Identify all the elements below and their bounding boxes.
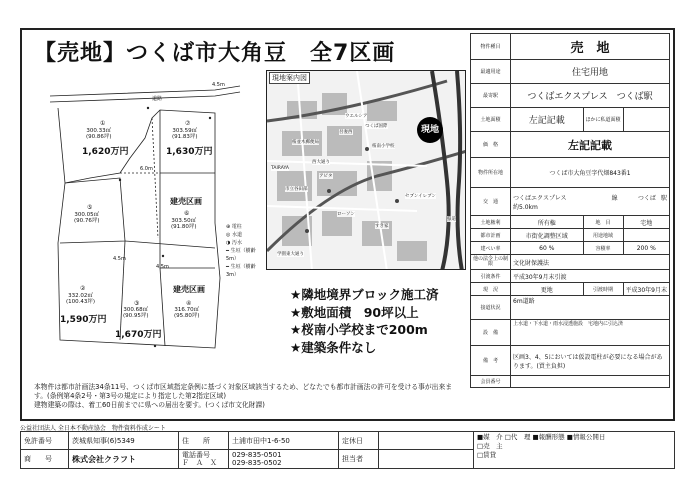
map-label: アピタ <box>319 174 333 179</box>
dim-top: 4.5m <box>212 82 225 88</box>
trade-name-label: 商 号 <box>21 450 69 469</box>
road-label: 道路 <box>152 96 163 102</box>
license-value: 茨城県知事(6)5349 <box>69 432 179 450</box>
person-value <box>379 450 474 469</box>
trade-name-value: 株式会社クラフト <box>69 450 179 469</box>
map-label: 市立谷田部 <box>285 187 308 192</box>
legend-item: ━ 生垣（樹齢3m） <box>226 264 256 278</box>
spec-transport: つくばエクスプレス 線 つくば 駅 約5.0km <box>511 188 670 216</box>
lot-6-sold-label: 建売区画 <box>170 197 202 206</box>
lot-3-number: ③ <box>134 300 140 307</box>
lot-2-area: 332.02㎡ (100.43坪) <box>66 293 96 305</box>
map-label: つくば国際 <box>365 124 388 129</box>
lot-6-number: ⑥ <box>184 210 190 217</box>
address-label: 住 所 <box>179 432 229 450</box>
person-label: 担当者 <box>339 450 379 469</box>
feature-item: ★敷地面積 90坪以上 <box>290 304 419 320</box>
legend-item: ━ 生垣（樹齢5m） <box>226 248 256 262</box>
spec-far-label: 容積率 <box>583 242 623 255</box>
lot-4-number: ④ <box>186 300 192 307</box>
spec-facility-label: 設 備 <box>471 320 511 346</box>
license-label: 免許番号 <box>21 432 69 450</box>
holiday-value <box>379 432 474 450</box>
map-label: 西大通り <box>312 160 330 165</box>
map-label: 学園東大通り <box>277 252 304 257</box>
lot-7-area: 303.59㎡ (91.83坪) <box>172 128 198 140</box>
spec-type-label: 物件種目 <box>471 34 511 60</box>
lot-1-area: 300.33㎡ (90.86坪) <box>86 128 112 140</box>
map-label: TAIRAYA <box>271 166 289 171</box>
lot-5-number: ⑤ <box>87 204 93 211</box>
spec-coverage-label: 建ぺい率 <box>471 242 511 255</box>
spec-use: 住宅用地 <box>511 60 670 84</box>
map-label: ウエルシア <box>345 114 368 119</box>
broker-table <box>20 431 675 469</box>
spec-city-plan-label: 都市計画 <box>471 229 511 242</box>
location-map <box>266 70 466 270</box>
legal-note: 本物件は都市計画法34条11号、つくば市区域指定条例に基づく対象区域該当するため、どなたでも都市計画法の許可を受ける事が出来ます。(条例第4条2号・第3号の規定により指定した第2指定区域) 建物建築の際は、着工60日前までに県への届出を要す。(つくば市文化財課) <box>34 383 453 409</box>
spec-city-plan: 市街化調整区域 <box>511 229 584 242</box>
map-label: すき家 <box>375 224 389 229</box>
map-label: ローソン <box>337 212 355 217</box>
spec-private-road <box>623 108 669 132</box>
spec-station-label: 最寄駅 <box>471 84 511 108</box>
spec-location: つくば市大角豆字代畑843番1 <box>511 158 670 188</box>
spec-category-label: 地 目 <box>583 216 623 229</box>
spec-station: つくばエクスプレス つくば駅 <box>511 84 670 108</box>
feature-list <box>290 286 438 356</box>
map-title: 現地案内図 <box>269 72 310 84</box>
spec-table <box>470 33 670 388</box>
map-label: セブンイレブン <box>405 194 436 199</box>
lot-6-area: 303.50㎡ (91.80坪) <box>171 218 197 230</box>
spec-reg <box>511 376 670 388</box>
map-label: 吾妻西 <box>339 130 353 135</box>
deal-type: ■媒 介 □代 理 ■報酬形態 ■情報公開日 □売 主 □賃貸 <box>474 432 675 469</box>
plan-legend <box>226 223 266 279</box>
spec-handover: 平成30年9月末引渡 <box>511 270 670 283</box>
spec-type: 売 地 <box>511 34 670 60</box>
spec-zone-label: 用途地域 <box>583 229 623 242</box>
dim-bottom: 4.5m <box>156 264 169 270</box>
spec-use-label: 最適用途 <box>471 60 511 84</box>
map-label: 桜南小学校 <box>372 144 395 149</box>
lot-3-area: 300.68㎡ (90.95坪) <box>123 307 149 319</box>
map-drawing <box>267 71 466 270</box>
lot-plan <box>30 78 265 368</box>
spec-road: 6m道路 <box>511 296 670 320</box>
feature-item: ★桜南小学校まで200m <box>290 322 428 337</box>
lot-7-number: ⑦ <box>185 120 191 127</box>
spec-handover-date: 平成30年9月末 <box>623 283 669 296</box>
spec-far: 200 % <box>623 242 669 255</box>
lot-2-price: 1,590万円 <box>60 315 107 325</box>
spec-remarks: 区画3、4、5においては仮設電柱が必要になる場合があります。(買主負担) <box>511 346 670 376</box>
spec-rights: 所有権 <box>511 216 584 229</box>
lot-2-number: ② <box>80 285 86 292</box>
legend-item: ◎ 水道 <box>226 232 242 238</box>
lot-5-area: 300.05㎡ (90.76坪) <box>74 212 100 224</box>
spec-zone <box>623 229 669 242</box>
footer-header: 公益社団法人 全日本不動産協会 物件資料作成シート <box>20 425 166 432</box>
lot-4-sold-label: 建売区画 <box>173 285 205 294</box>
legend-item: ⊕ 電柱 <box>226 224 242 230</box>
legend-item: ◑ 汚水 <box>226 240 242 246</box>
spec-land-area-label: 土地面積 <box>471 108 511 132</box>
spec-other-limit: 文化財保護法 <box>511 255 670 270</box>
spec-land-area: 左記記載 <box>511 108 584 132</box>
contact-values: 029-835-0501 029-835-0502 <box>229 450 339 469</box>
page-title: 【売地】つくば市大角豆 全7区画 <box>34 41 396 66</box>
contact-labels: 電話番号 Ｆ Ａ Ｘ <box>179 450 229 469</box>
feature-item: ★建築条件なし <box>290 339 377 355</box>
spec-price: 左記記載 <box>511 132 670 158</box>
feature-item: ★隣地境界ブロック施工済 <box>290 287 439 302</box>
lot-4-area: 316.70㎡ (95.80坪) <box>174 307 200 319</box>
spec-coverage: 60 % <box>511 242 584 255</box>
spec-status: 更地 <box>511 283 584 296</box>
map-label: 桜並木郵便局 <box>292 140 319 145</box>
lot-3-price: 1,670万円 <box>115 330 162 340</box>
spec-handover-label: 引渡条件 <box>471 270 511 283</box>
spec-transport-label: 交 通 <box>471 188 511 216</box>
spec-remarks-label: 備 考 <box>471 346 511 376</box>
spec-reg-label: 会員番号 <box>471 376 511 388</box>
spec-status-label: 現 況 <box>471 283 511 296</box>
address-value: 土浦市田中1-6-50 <box>229 432 339 450</box>
dim-mid: 6.0m <box>140 166 153 172</box>
holiday-label: 定休日 <box>339 432 379 450</box>
spec-facility: 上水道・下水道・雨水浸透施設 宅地内に引込済 <box>511 320 670 346</box>
spec-private-road-label: ほかに私道面積 <box>583 108 623 132</box>
dim-left: 4.5m <box>113 256 126 262</box>
spec-handover-date-label: 引渡時期 <box>583 283 623 296</box>
spec-road-label: 接道状況 <box>471 296 511 320</box>
lot-7-price: 1,630万円 <box>166 147 213 157</box>
spec-rights-label: 土地権利 <box>471 216 511 229</box>
lot-1-number: ① <box>100 120 106 127</box>
map-label: 県道 <box>447 217 456 222</box>
spec-other-limit-label: 他の法令上の制限 <box>471 255 511 270</box>
site-marker: 現地 <box>417 117 443 143</box>
spec-category: 宅地 <box>623 216 669 229</box>
spec-price-label: 価 格 <box>471 132 511 158</box>
lot-1-price: 1,620万円 <box>82 147 129 157</box>
spec-location-label: 物件所在地 <box>471 158 511 188</box>
